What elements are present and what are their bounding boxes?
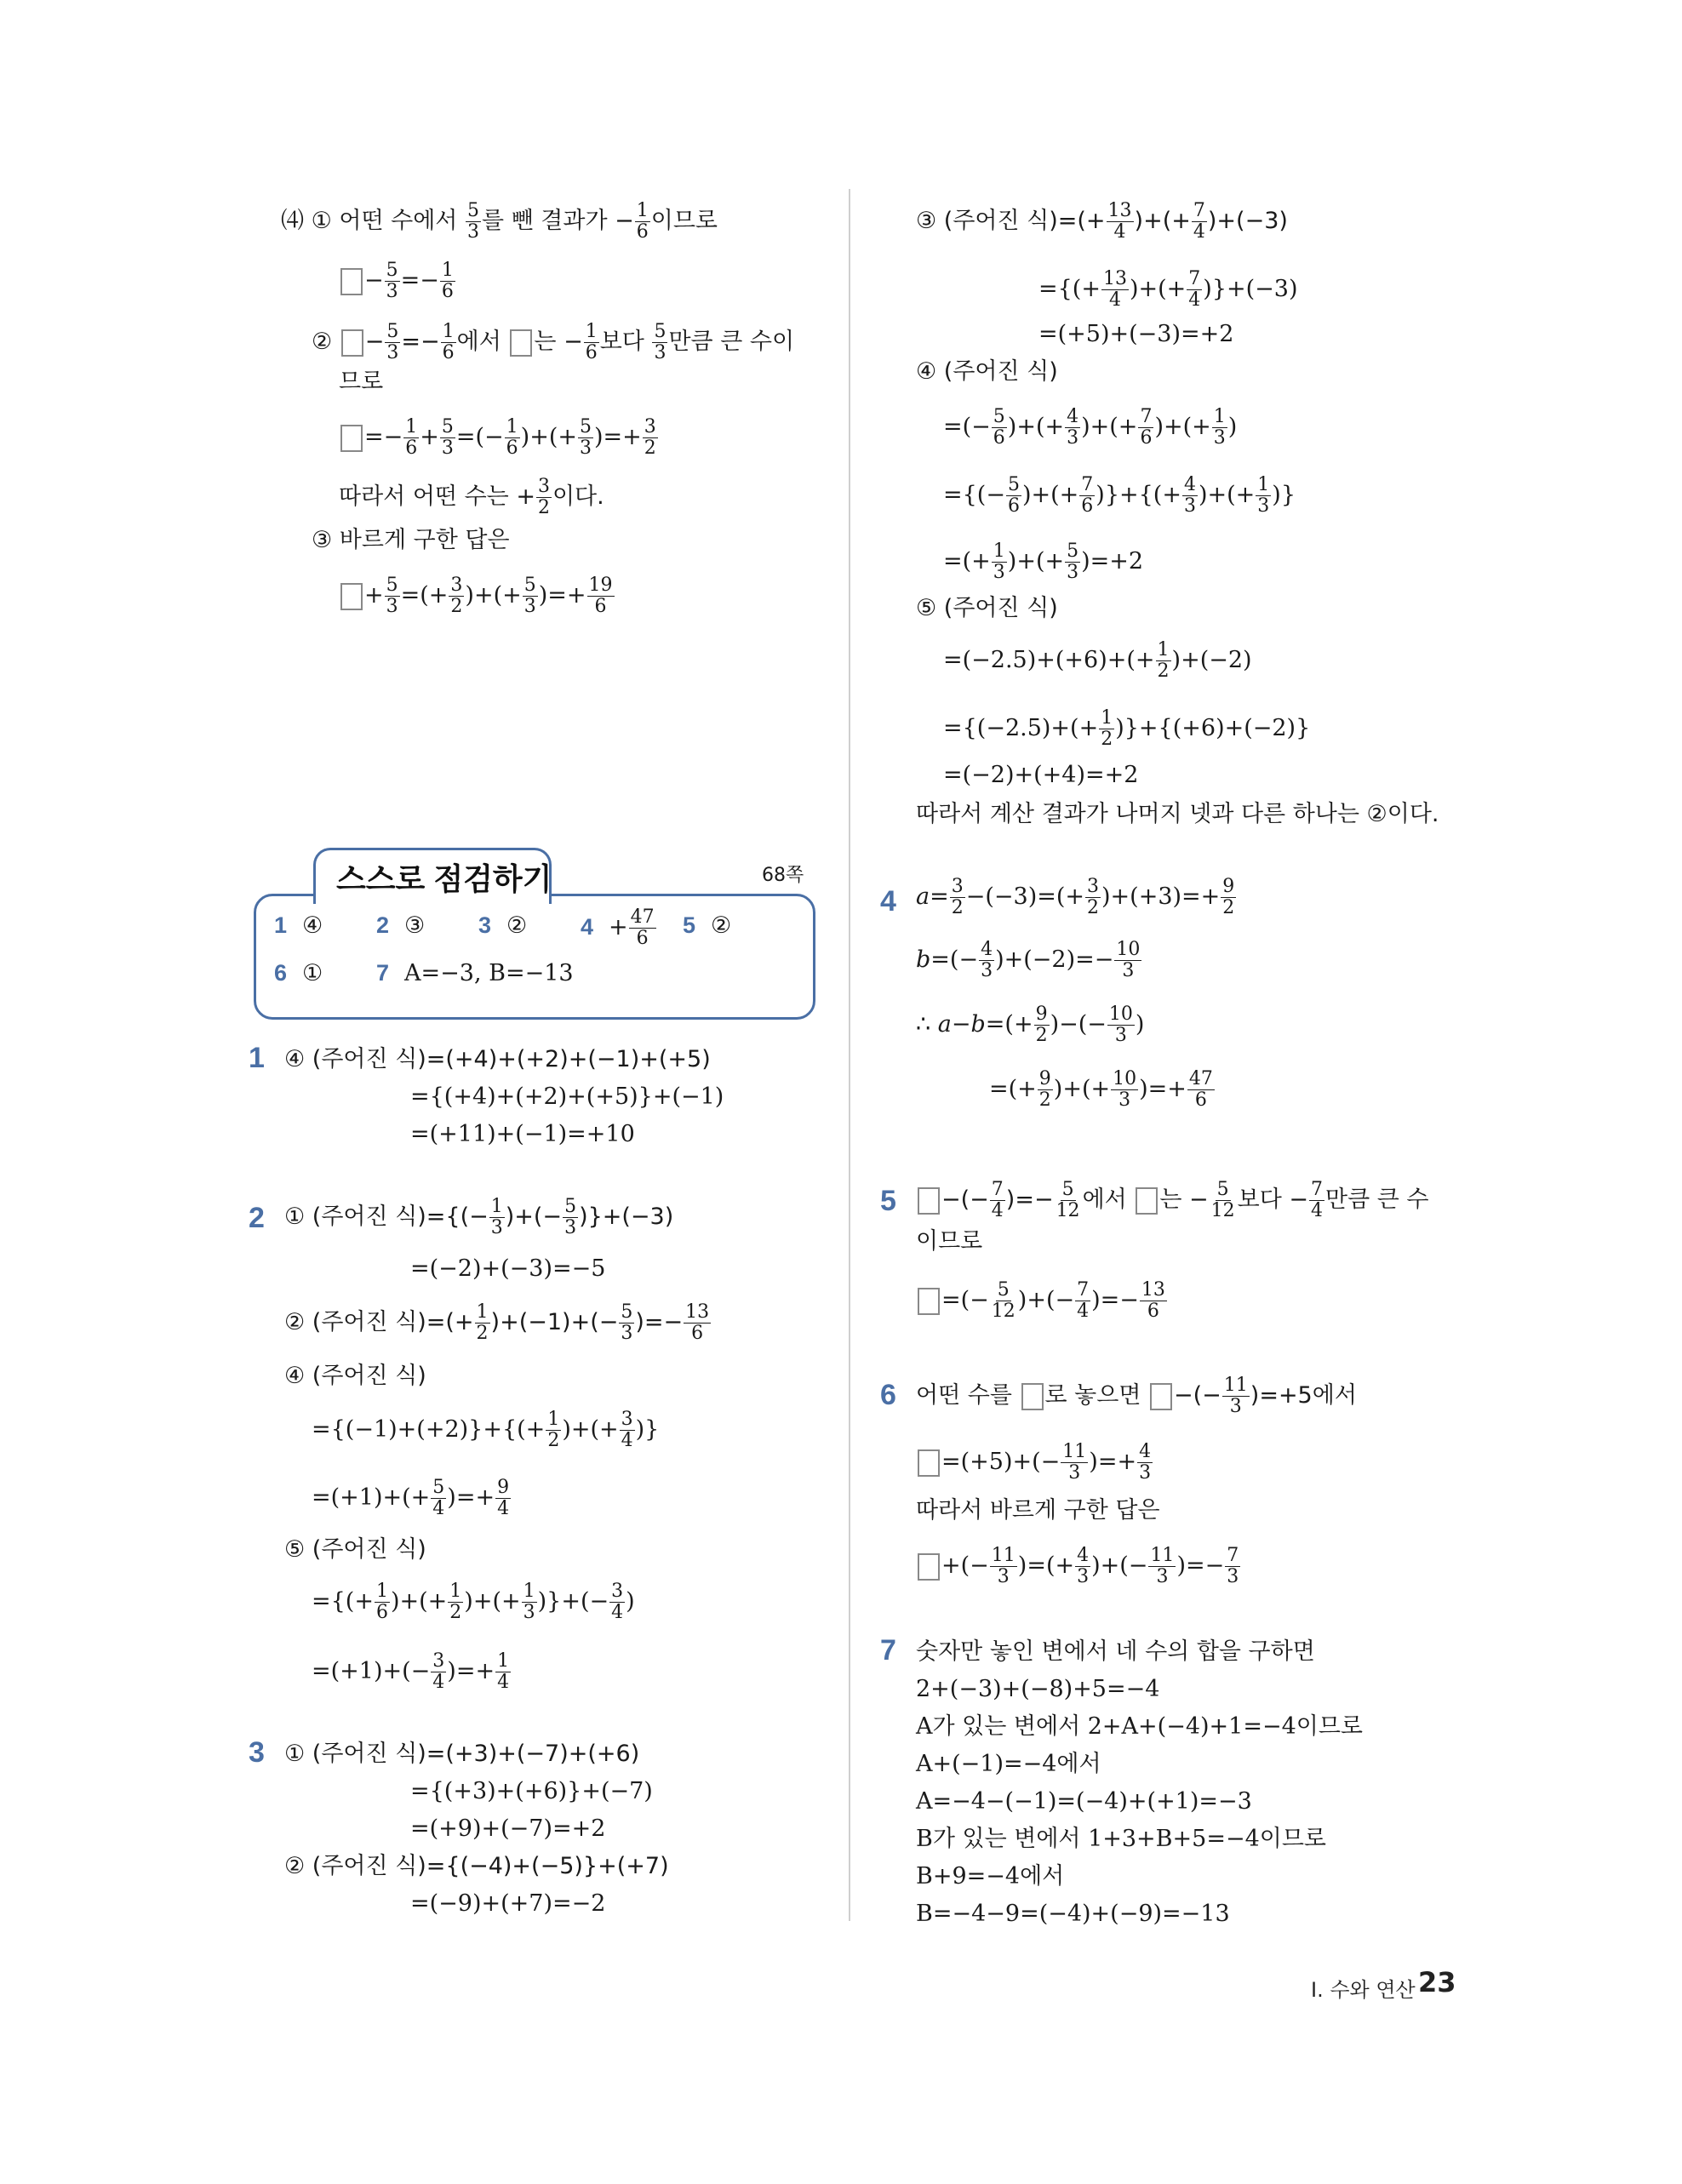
problem-2-number: 2 — [249, 1202, 265, 1234]
p2-line-7: ⑤ (주어진 식) — [284, 1536, 426, 1563]
r3-line-2: ={(+ $\frac{13}{4}$ )+(+ $\frac{7}{4}$ )}+(−3) — [1038, 268, 1298, 311]
p5-line-3: =(− $\frac{5}{12}$ )+(− $\frac{7}{4}$ )=− $\frac{13}{6}$ — [916, 1280, 1168, 1322]
p3-line-1: ① (주어진 식)=(+3)+(−7)+(+6) — [284, 1741, 640, 1767]
r3-line-1: ③ (주어진 식)=(+ $\frac{13}{4}$ )+(+ $\frac{7}{4}$ )+(−3) — [916, 200, 1288, 243]
problem-3-number: 3 — [249, 1736, 265, 1769]
p7-line-3: A가 있는 변에서 2+A+(−4)+1=−4이므로 — [916, 1713, 1364, 1740]
p6-line-2: =(+5)+(− $\frac{11}{3}$ )=+ $\frac{4}{3}$ — [916, 1442, 1153, 1484]
left-top-line-8: + $\frac{5}{3}$ =(+ $\frac{3}{2}$ )+(+ $\frac{5}{3}$ )=+ $\frac{19}{6}$ — [339, 575, 615, 617]
section-title: 스스로 점검하기 — [336, 861, 552, 896]
p7-line-5: A=−4−(−1)=(−4)+(+1)=−3 — [916, 1788, 1252, 1815]
p7-line-8: B=−4−9=(−4)+(−9)=−13 — [916, 1901, 1230, 1927]
p2-line-2: =(−2)+(−3)=−5 — [410, 1255, 606, 1282]
p7-line-1: 숫자만 놓인 변에서 네 수의 합을 구하면 — [916, 1638, 1315, 1665]
p2-line-4: ④ (주어진 식) — [284, 1363, 426, 1389]
r3-line-6: ={(− $\frac{5}{6}$ )+(+ $\frac{7}{6}$ )}+{(+ $\frac{4}{3}$ )+(+ $\frac{1}{3}$ )} — [943, 474, 1296, 517]
problem-5-number: 5 — [880, 1185, 896, 1217]
answer-7: 7 A=−3, B=−13 — [376, 960, 574, 986]
r3-line-5: =(− $\frac{5}{6}$ )+(+ $\frac{4}{3}$ )+(+ $\frac{7}{6}$ )+(+ $\frac{1}{3}$ ) — [943, 406, 1238, 449]
r3-line-9: =(−2.5)+(+6)+(+ $\frac{1}{2}$ )+(−2) — [943, 639, 1252, 682]
p6-line-4: +(− $\frac{11}{3}$ )=(+ $\frac{4}{3}$ )+(− $\frac{11}{3}$ )=− $\frac{7}{3}$ — [916, 1546, 1241, 1587]
p2-line-6: =(+1)+(+ $\frac{5}{4}$ )=+ $\frac{9}{4}$ — [312, 1477, 510, 1519]
p2-line-8: ={(+ $\frac{1}{6}$ )+(+ $\frac{1}{2}$ )+(+ $\frac{1}{3}$ )}+(− $\frac{3}{4}$ ) — [312, 1581, 635, 1623]
answer-4: 4 + $\frac{47}{6}$ — [581, 906, 655, 949]
p7-line-2: 2+(−3)+(−8)+5=−4 — [916, 1676, 1160, 1702]
left-top-line-1: ⑷ ① 어떤 수에서 $\frac{5}{3}$ 를 뺀 결과가 − $\frac{1}{6}$ 이므로 — [281, 200, 718, 243]
footer-page-number: 23 — [1418, 1966, 1456, 1998]
r3-line-10: ={(−2.5)+(+ $\frac{1}{2}$ )}+{(+6)+(−2)} — [943, 707, 1311, 750]
p4-line-1: a= $\frac{3}{2}$ −(−3)=(+ $\frac{3}{2}$ )+(+3)=+ $\frac{9}{2}$ — [916, 876, 1235, 918]
r3-line-4: ④ (주어진 식) — [916, 358, 1058, 385]
left-top-line-2: − $\frac{5}{3}$ =− $\frac{1}{6}$ — [339, 260, 456, 302]
r3-line-12: 따라서 계산 결과가 나머지 넷과 다른 하나는 ②이다. — [916, 801, 1439, 827]
p7-line-6: B가 있는 변에서 1+3+B+5=−4이므로 — [916, 1826, 1326, 1852]
r3-line-3: =(+5)+(−3)=+2 — [1038, 321, 1234, 347]
r3-line-7: =(+ $\frac{1}{3}$ )+(+ $\frac{5}{3}$ )=+2 — [943, 540, 1144, 583]
p7-line-4: A+(−1)=−4에서 — [916, 1751, 1101, 1777]
p2-line-3: ② (주어진 식)=(+ $\frac{1}{2}$ )+(−1)+(− $\frac{5}{3}$ )=− $\frac{13}{6}$ — [284, 1301, 710, 1344]
p4-line-2: b=(− $\frac{4}{3}$ )+(−2)=− $\frac{10}{3}$ — [916, 939, 1141, 981]
r3-line-8: ⑤ (주어진 식) — [916, 595, 1058, 621]
p2-line-5: ={(−1)+(+2)}+{(+ $\frac{1}{2}$ )+(+ $\frac{3}{4}$ )} — [312, 1409, 660, 1451]
p5-line-1: −(− $\frac{7}{4}$ )=− $\frac{5}{12}$ 에서 는 − $\frac{5}{12}$ 보다 − $\frac{7}{4}$ 만큼 큰 수 — [916, 1180, 1428, 1221]
p7-line-7: B+9=−4에서 — [916, 1863, 1065, 1890]
answer-5: 5 ② — [683, 912, 732, 939]
page-reference: 68쪽 — [762, 865, 804, 886]
p1-line-1: ④ (주어진 식)=(+4)+(+2)+(−1)+(+5) — [284, 1046, 711, 1072]
p6-line-1: 어떤 수를 로 놓으면 −(− $\frac{11}{3}$ )=+5에서 — [916, 1375, 1357, 1417]
answer-2: 2 ③ — [376, 912, 426, 939]
problem-4-number: 4 — [880, 885, 896, 918]
p6-line-3: 따라서 바르게 구한 답은 — [916, 1497, 1160, 1524]
answer-3: 3 ② — [478, 912, 528, 939]
left-top-line-6: 따라서 어떤 수는 + $\frac{3}{2}$ 이다. — [339, 476, 604, 518]
left-top-line-4: 므로 — [339, 369, 384, 395]
p3-line-4: ② (주어진 식)={(−4)+(−5)}+(+7) — [284, 1853, 669, 1879]
p3-line-3: =(+9)+(−7)=+2 — [410, 1815, 606, 1842]
left-top-line-3: ② − $\frac{5}{3}$ =− $\frac{1}{6}$ 에서 는 − $\frac{1}{6}$ 보다 $\frac{5}{3}$ 만큼 큰 수이 — [312, 321, 795, 363]
p3-line-5: =(−9)+(+7)=−2 — [410, 1890, 606, 1917]
answer-6: 6 ① — [274, 960, 323, 986]
p5-line-2: 이므로 — [916, 1228, 983, 1255]
r3-line-11: =(−2)+(+4)=+2 — [943, 762, 1139, 788]
p2-line-9: =(+1)+(− $\frac{3}{4}$ )=+ $\frac{1}{4}$ — [312, 1650, 510, 1693]
p4-line-3: ∴ a−b=(+ $\frac{9}{2}$ )−(− $\frac{10}{3}$ ) — [916, 1003, 1145, 1046]
p2-line-1: ① (주어진 식)={(− $\frac{1}{3}$ )+(− $\frac{5}{3}$ )}+(−3) — [284, 1196, 674, 1238]
answer-1: 1 ④ — [274, 912, 323, 939]
p1-line-3: =(+11)+(−1)=+10 — [410, 1121, 635, 1147]
p3-line-2: ={(+3)+(+6)}+(−7) — [410, 1778, 653, 1804]
problem-6-number: 6 — [880, 1379, 896, 1411]
problem-7-number: 7 — [880, 1634, 896, 1667]
column-divider — [849, 189, 850, 1921]
p1-line-2: ={(+4)+(+2)+(+5)}+(−1) — [410, 1083, 724, 1110]
p4-line-4: =(+ $\frac{9}{2}$ )+(+ $\frac{10}{3}$ )=+ $\frac{47}{6}$ — [989, 1068, 1213, 1111]
left-top-line-5: =− $\frac{1}{6}$ + $\frac{5}{3}$ =(− $\frac{1}{6}$ )+(+ $\frac{5}{3}$ )=+ $\frac{3}{2}$ — [339, 417, 659, 459]
problem-1-number: 1 — [249, 1042, 265, 1074]
footer-chapter: I. 수와 연산 — [1311, 1978, 1416, 2002]
left-top-line-7: ③ 바르게 구한 답은 — [312, 527, 510, 553]
